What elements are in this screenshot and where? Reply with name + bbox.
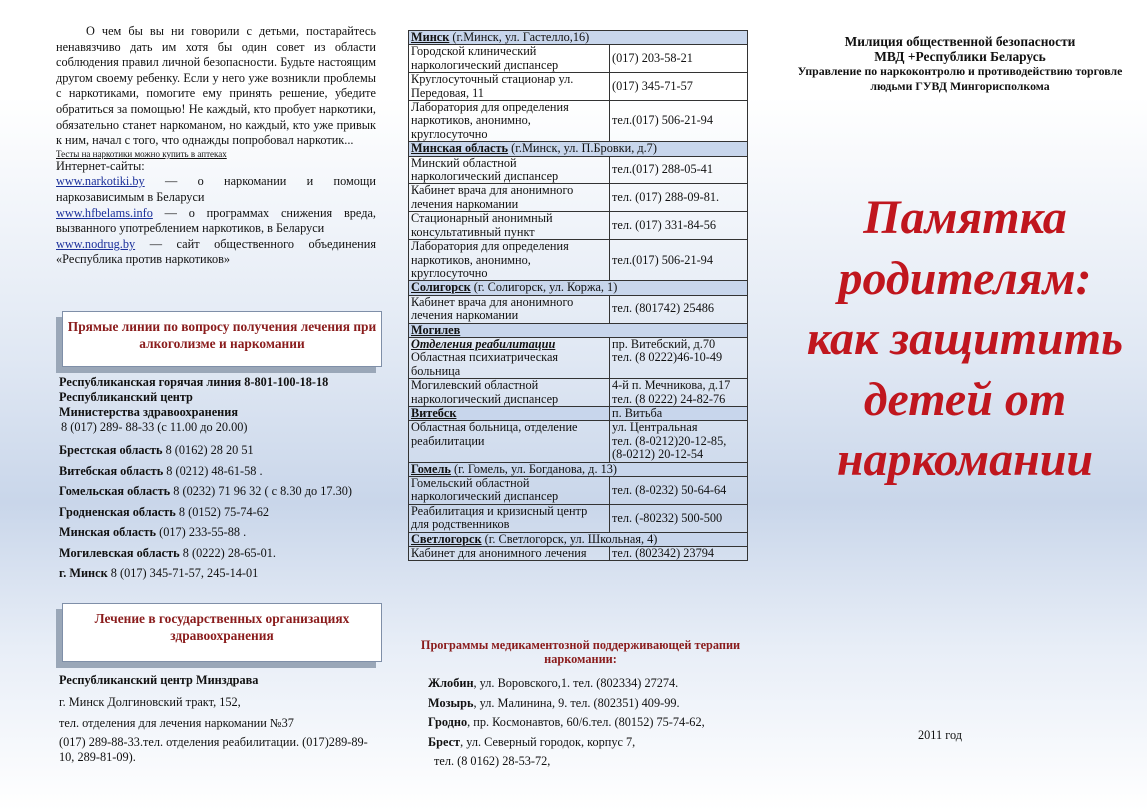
section-address: (г.Минск, ул. П.Бровки, д.7)	[508, 141, 657, 156]
title-line: родителям:	[838, 251, 1092, 305]
clinic-phone: (017) 203-58-21	[610, 45, 748, 73]
sites-label: Интернет-сайты:	[56, 158, 145, 173]
table-row	[409, 156, 748, 184]
org-subline: Управление по наркоконтролю и противодействию торговле людьми ГУВД Мингорисполкома	[797, 64, 1123, 93]
programs-title: Программы медикаментозной поддерживающей терапии наркомании:	[420, 638, 741, 666]
clinic-phone	[610, 421, 748, 462]
site-desc: — сайт общественного объединения «Республика против наркотиков»	[56, 236, 376, 267]
section-name: Могилев	[411, 322, 461, 337]
site-link[interactable]: www.nodrug.by	[56, 236, 136, 251]
region-name: Витебская область	[59, 463, 164, 478]
right-column	[790, 0, 1140, 811]
title-line: как защитить	[806, 312, 1124, 365]
treatment-heading-box: Лечение в государственных организациях здравоохранения	[62, 603, 382, 662]
clinic-name: Кабинет врача для анонимного лечения наркомании	[409, 184, 610, 212]
hotline-row	[59, 563, 379, 584]
subsection-title: Отделения реабилитации	[411, 336, 556, 351]
center-address: г. Минск Долгиновский тракт, 152,	[59, 694, 241, 709]
hotline-row	[59, 543, 379, 564]
hotline-head: Республиканский центр	[59, 390, 193, 404]
table-row	[409, 421, 748, 462]
section-header	[409, 406, 610, 420]
clinic-name-text: Областная психиатрическая больница	[411, 350, 559, 378]
left-column	[56, 0, 378, 811]
center-line: (017) 289-88-33.тел. отделения реабилитации. (017)289-89-10, 289-81-09).	[59, 734, 368, 764]
sites-list	[56, 159, 376, 268]
table-row	[409, 532, 748, 546]
clinic-phone: тел. (017) 288-09-81.	[610, 184, 748, 212]
region-phone: (017) 233-55-88 .	[156, 525, 247, 539]
region-phone: 8 (0232) 71 96 32 ( с 8.30 до 17.30)	[170, 484, 352, 498]
site-item	[56, 174, 376, 205]
hotline-row	[59, 522, 379, 543]
section-header	[409, 462, 748, 476]
region-name: г. Минск	[59, 566, 108, 580]
clinic-address: 4-й п. Мечникова, д.17	[612, 378, 731, 393]
program-details: , пр. Космонавтов, 60/6.тел. (80152) 75-74-62,	[467, 715, 705, 729]
clinic-name: Лаборатория для определения наркотиков, анонимно, круглосуточно	[409, 101, 610, 142]
clinic-phone-text: тел. (8 0222) 24-82-76	[612, 391, 726, 406]
section-name: Витебск	[411, 405, 457, 420]
clinic-name: Могилевский областной наркологический диспансер	[409, 379, 610, 407]
region-phone: 8 (017) 345-71-57, 245-14-01	[107, 566, 259, 580]
table-row	[409, 295, 748, 323]
program-row	[408, 713, 753, 733]
clinic-name: Круглосуточный стационар ул. Передовая, 11	[409, 73, 610, 101]
section-name: Минская область	[411, 141, 509, 156]
title-line: детей от	[863, 372, 1067, 426]
title-line: наркомании	[836, 433, 1094, 486]
region-phone: 8 (0152) 75-74-62	[175, 504, 270, 519]
site-item	[56, 206, 376, 237]
hotline-row	[59, 481, 379, 502]
section-address: п. Витьба	[610, 406, 748, 420]
brochure-title	[790, 188, 1140, 491]
hotlines-heading-box: Прямые линии по вопросу получения лечения при алкоголизме и наркомании	[62, 311, 382, 367]
org-line: Милиция общественной безопасности	[844, 34, 1076, 49]
section-name: Гомель	[411, 461, 451, 476]
clinic-phone: тел.(017) 506-21-94	[610, 240, 748, 281]
program-row	[408, 694, 753, 714]
clinic-phone: тел. (8-0232) 50-64-64	[610, 477, 748, 505]
clinic-name: Кабинет врача для анонимного лечения наркомании	[409, 295, 610, 323]
table-row	[409, 379, 748, 407]
clinic-phone: тел. (802342) 23794	[610, 547, 748, 561]
section-header	[409, 142, 748, 156]
section-address: (г. Солигорск, ул. Коржа, 1)	[470, 280, 618, 295]
table-row	[409, 281, 748, 295]
table-row	[409, 337, 748, 378]
section-address: (г. Светлогорск, ул. Школьная, 4)	[481, 531, 658, 546]
table-row	[409, 504, 748, 532]
tests-note: Тесты на наркотики можно купить в аптеках	[56, 148, 227, 159]
table-row	[409, 212, 748, 240]
region-name: Могилевская область	[59, 545, 180, 560]
section-name: Светлогорск	[411, 531, 482, 546]
clinic-name: Реабилитация и кризисный центр для родственников	[409, 504, 610, 532]
region-phone: 8 (0222) 28-65-01.	[179, 545, 276, 560]
hotlines-list	[59, 375, 379, 584]
clinic-phone: тел.(017) 288-05-41	[610, 156, 748, 184]
program-details: , ул. Северный городок, корпус 7,	[460, 734, 636, 749]
site-desc: — о наркомании и помощи наркозависимым в Беларуси	[56, 174, 376, 204]
intro-block	[56, 24, 376, 268]
table-row	[409, 323, 748, 337]
hotline-row	[59, 440, 379, 461]
clinic-phone: тел. (017) 331-84-56	[610, 212, 748, 240]
clinic-address: ул. Центральная	[612, 420, 698, 435]
table-row	[409, 184, 748, 212]
year-label: 2011 год	[918, 728, 962, 742]
clinic-phone: тел. (-80232) 500-500	[610, 504, 748, 532]
program-city: Мозырь	[428, 695, 474, 710]
program-city: Брест	[428, 734, 461, 749]
clinic-phone	[610, 337, 748, 378]
clinic-phone-text: тел. (8-0212)20-12-85,	[612, 433, 727, 448]
table-row	[409, 462, 748, 476]
clinic-phone-text: тел. (8 0222)46-10-49	[612, 350, 723, 365]
republican-center	[59, 670, 377, 765]
clinic-name: Областная больница, отделение реабилитации	[409, 421, 610, 462]
site-desc: — о программах снижения вреда, вызванного употреблением наркотиков, в Беларуси	[56, 205, 376, 236]
section-name: Солигорск	[411, 280, 471, 295]
clinic-phone-text: (8-0212) 20-12-54	[612, 447, 704, 462]
section-name: Минск	[411, 30, 450, 44]
program-details: , ул. Малинина, 9. тел. (802351) 409-99.	[473, 695, 680, 710]
program-row	[408, 733, 753, 753]
intro-paragraph: О чем бы вы ни говорили с детьми, постарайтесь ненавязчиво дать им хотя бы один совет из области соблюдения правил личной безопасности. Будьте настоящим другом своему ребенку. Если у него уже возникли проблемы с наркотиками, помогите ему принять решение, убедите обратиться за помощью! Не каждый, кто пробует наркотики, обязательно станет наркоманом, но каждый, кто уже привык к ним, начал с того, что однажды попробовал наркотик...	[56, 24, 376, 148]
section-header	[409, 532, 748, 546]
program-city: Гродно	[428, 715, 468, 729]
region-phone: 8 (0162) 28 20 51	[162, 443, 254, 457]
program-row	[408, 674, 753, 694]
center-line: тел. отделения для лечения наркомании №37	[59, 716, 294, 730]
section-header	[409, 281, 748, 295]
center-title: Республиканский центр Минздрава	[59, 673, 259, 687]
table-row	[409, 101, 748, 142]
organization-header	[790, 34, 1130, 94]
table-row	[409, 547, 748, 561]
region-phone: 8 (0212) 48-61-58 .	[163, 463, 263, 478]
region-name: Гродненская область	[59, 504, 176, 519]
table-row	[409, 240, 748, 281]
title-line: Памятка	[863, 191, 1067, 244]
region-name: Брестская область	[59, 443, 163, 457]
clinic-name: Городской клинический наркологический диспансер	[409, 45, 610, 73]
program-details: , ул. Воровского,1. тел. (802334) 27274.	[473, 676, 679, 690]
hotline-head: Республиканская горячая линия 8-801-100-18-18	[59, 375, 329, 389]
clinic-name: Гомельский областной наркологический диспансер	[409, 477, 610, 505]
section-header	[409, 323, 748, 337]
program-city: Жлобин	[428, 676, 474, 690]
org-line: МВД +Республики Беларусь	[874, 49, 1046, 64]
region-name: Минская область	[59, 525, 157, 539]
table-row	[409, 142, 748, 156]
clinic-phone	[610, 379, 748, 407]
region-name: Гомельская область	[59, 484, 171, 498]
clinic-name: Минский областной наркологический диспансер	[409, 156, 610, 184]
site-link[interactable]: www.hfbelams.info	[56, 205, 153, 220]
clinic-phone: (017) 345-71-57	[610, 73, 748, 101]
table-row	[409, 406, 748, 420]
clinics-table	[408, 30, 748, 561]
table-row	[409, 73, 748, 101]
clinic-name: Кабинет для анонимного лечения	[409, 547, 610, 561]
table-row	[409, 45, 748, 73]
section-address: (г. Гомель, ул. Богданова, д. 13)	[450, 461, 617, 476]
clinic-name: Стационарный анонимный консультативный пункт	[409, 212, 610, 240]
section-header	[409, 31, 748, 45]
middle-column	[408, 0, 753, 811]
clinic-name	[409, 337, 610, 378]
hotline-head: Министерства здравоохранения	[59, 405, 238, 419]
section-address: (г.Минск, ул. Гастелло,16)	[449, 30, 590, 44]
clinic-phone: тел. (801742) 25486	[610, 295, 748, 323]
hotline-row	[59, 502, 379, 523]
clinic-phone: тел.(017) 506-21-94	[610, 101, 748, 142]
site-item	[56, 237, 376, 268]
table-row	[409, 31, 748, 45]
site-link[interactable]: www.narkotiki.by	[56, 174, 145, 189]
program-row: тел. (8 0162) 28-53-72,	[434, 754, 551, 768]
table-row	[409, 477, 748, 505]
clinic-address: пр. Витебский, д.70	[612, 336, 716, 351]
clinic-name: Лаборатория для определения наркотиков, анонимно, круглосуточно	[409, 240, 610, 281]
programs-block	[408, 638, 753, 772]
hotline-row	[59, 461, 379, 482]
hotline-time: 8 (017) 289- 88-33 (с 11.00 до 20.00)	[61, 420, 248, 434]
